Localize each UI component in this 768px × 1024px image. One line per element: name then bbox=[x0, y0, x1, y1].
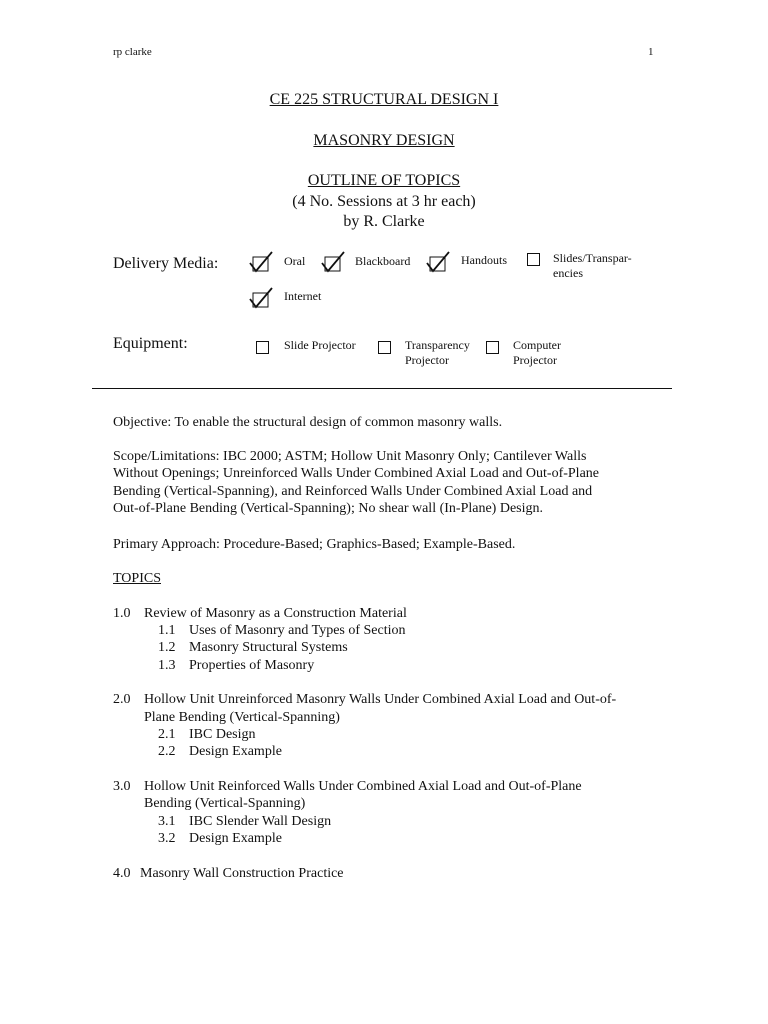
subtopic-number: 1.2 bbox=[158, 640, 176, 655]
equipment-computer-projector-label: Computer Projector bbox=[513, 338, 561, 367]
topic-title-continued: Bending (Vertical-Spanning) bbox=[144, 796, 306, 811]
author-line: by R. Clarke bbox=[343, 213, 425, 230]
equipment-computer-projector-checkbox[interactable] bbox=[486, 341, 499, 354]
delivery-internet-label: Internet bbox=[284, 289, 322, 303]
equipment-transparency-projector-label: Transparency Projector bbox=[405, 338, 470, 367]
page-number: 1 bbox=[648, 46, 654, 58]
subtopic-number: 3.1 bbox=[158, 814, 176, 829]
topic-number: 2.0 bbox=[113, 692, 131, 707]
subtopic-number: 1.1 bbox=[158, 623, 176, 638]
delivery-internet-checkbox[interactable] bbox=[248, 286, 272, 308]
topic-number: 1.0 bbox=[113, 606, 131, 621]
subtopic-number: 3.2 bbox=[158, 831, 176, 846]
delivery-slides-label: Slides/Transpar- encies bbox=[553, 251, 632, 280]
delivery-oral-checkbox[interactable] bbox=[248, 250, 272, 272]
subtopic-title: IBC Design bbox=[189, 727, 256, 742]
subtopic-title: Properties of Masonry bbox=[189, 658, 315, 673]
delivery-handouts-checkbox[interactable] bbox=[425, 250, 449, 272]
subtopic-title: Uses of Masonry and Types of Section bbox=[189, 623, 406, 638]
objective-paragraph: Objective: To enable the structural design of common masonry walls. bbox=[113, 415, 503, 430]
delivery-blackboard-checkbox[interactable] bbox=[320, 250, 344, 272]
delivery-oral-label: Oral bbox=[284, 254, 306, 268]
subtopic-title: Design Example bbox=[189, 744, 282, 759]
topic-title: Review of Masonry as a Construction Material bbox=[144, 606, 407, 621]
delivery-slides-checkbox[interactable] bbox=[527, 253, 540, 266]
delivery-blackboard-label: Blackboard bbox=[355, 254, 411, 268]
equipment-slide-projector-checkbox[interactable] bbox=[256, 341, 269, 354]
approach-paragraph: Primary Approach: Procedure-Based; Graphics-Based; Example-Based. bbox=[113, 537, 516, 552]
outline-title: OUTLINE OF TOPICS bbox=[307, 172, 461, 189]
checkmark-icon bbox=[425, 250, 451, 274]
checkmark-icon bbox=[248, 286, 274, 310]
subtopic-number: 2.1 bbox=[158, 727, 176, 742]
subtopic-number: 1.3 bbox=[158, 658, 176, 673]
checkmark-icon bbox=[248, 250, 274, 274]
delivery-handouts-label: Handouts bbox=[461, 253, 507, 267]
subtopic-number: 2.2 bbox=[158, 744, 176, 759]
subtopic-title: Design Example bbox=[189, 831, 282, 846]
checkmark-icon bbox=[320, 250, 346, 274]
topic-title: Masonry Wall Construction Practice bbox=[140, 866, 344, 881]
delivery-media-label: Delivery Media: bbox=[113, 255, 219, 272]
topic-title: Hollow Unit Reinforced Walls Under Combined Axial Load and Out-of-Plane bbox=[144, 779, 582, 794]
equipment-slide-projector-label: Slide Projector bbox=[284, 338, 356, 352]
course-title: CE 225 STRUCTURAL DESIGN I bbox=[269, 91, 499, 108]
topic-title-continued: Plane Bending (Vertical-Spanning) bbox=[144, 710, 340, 725]
topics-heading: TOPICS bbox=[113, 571, 161, 586]
sessions-line: (4 No. Sessions at 3 hr each) bbox=[292, 193, 476, 210]
equipment-label: Equipment: bbox=[113, 335, 188, 352]
header-author: rp clarke bbox=[113, 46, 152, 58]
equipment-transparency-projector-checkbox[interactable] bbox=[378, 341, 391, 354]
section-divider bbox=[92, 388, 672, 389]
subject-title: MASONRY DESIGN bbox=[313, 132, 455, 149]
subtopic-title: Masonry Structural Systems bbox=[189, 640, 348, 655]
topic-number: 4.0 bbox=[113, 866, 131, 881]
topic-title: Hollow Unit Unreinforced Masonry Walls Under Combined Axial Load and Out-of- bbox=[144, 692, 617, 707]
topic-number: 3.0 bbox=[113, 779, 131, 794]
scope-paragraph: Scope/Limitations: IBC 2000; ASTM; Hollow Unit Masonry Only; Cantilever Walls Without Openings; Unreinforced Walls Under Combined Axial Load and Out-of-Plane Bending (Vertical-Spanning), and Reinforced Walls Under Combined Axial Load and Out-of-Plane Bending (Vertical-Spanning); No shear wall (In-Plane) Design. bbox=[113, 449, 600, 516]
subtopic-title: IBC Slender Wall Design bbox=[189, 814, 332, 829]
